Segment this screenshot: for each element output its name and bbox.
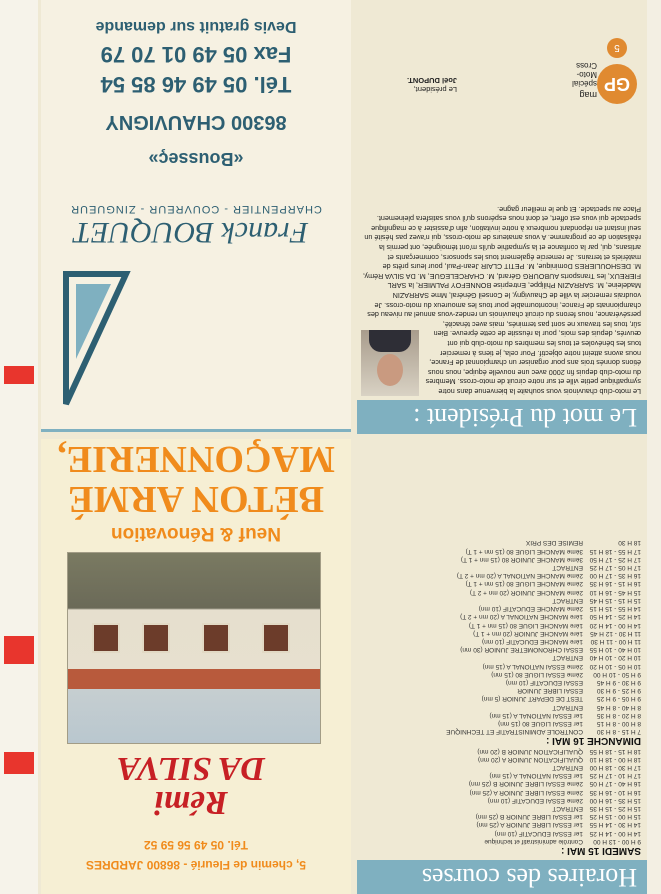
- schedule-time: 9 H 50 - 10 H 00: [593, 670, 641, 678]
- schedule-event: 2ème MANCHE NATIONAL A (20 mn + 2 T): [456, 572, 583, 580]
- schedule-row: [361, 653, 641, 661]
- schedule-row: [361, 837, 641, 845]
- schedule-event: ENTRACT: [552, 596, 583, 604]
- president-name: Joël DUPONT.: [406, 76, 457, 85]
- schedule-event: 2ème ESSAI LIBRE JUNIOR A (25 mn): [469, 788, 583, 796]
- gp-category: Moto-Cross: [576, 61, 597, 79]
- schedule-event: Contrôle administratif et technique: [484, 837, 583, 845]
- schedule-event: REMISE DES PRIX: [525, 539, 583, 547]
- schedule-time: 15 H 15 - 15 H 45: [589, 596, 641, 604]
- schedule-time: 9 H 05 - 9 H 25: [596, 695, 641, 703]
- schedule-time: 10 H 05 - 10 H 20: [589, 662, 641, 670]
- schedule-time: 8 H 00 - 8 H 15: [596, 719, 641, 727]
- schedule-time: 18 H 30: [618, 539, 641, 547]
- schedule-event: ESSAI EDUCATIF (10 mn): [505, 678, 583, 686]
- house-roof: [68, 669, 320, 689]
- schedule-event: 1er ESSAI LIBRE JUNIOR B (25 mn): [475, 813, 583, 821]
- schedule-event: 2ème MANCHE JUNIOR (20 mn + 2 T): [469, 588, 583, 596]
- schedule-event: ESSAI CHRONOMETRE JUNIOR (30 mn): [460, 646, 583, 654]
- schedule-time: 15 H 00 - 15 H 25: [589, 813, 641, 821]
- schedule-time: 17 H 30 - 18 H 00: [589, 763, 641, 771]
- schedule-time: 16 H 10 - 16 H 35: [589, 788, 641, 796]
- schedule-time: 14 H 00 - 14 H 25: [589, 829, 641, 837]
- schedule-row: [361, 546, 641, 554]
- schedule-and-president-column: [357, 0, 647, 894]
- schedule-row: [361, 727, 641, 735]
- bouquet-trade: CHARPENTIER - COUVREUR - ZINGUEUR: [70, 203, 322, 215]
- schedule-event: 1ère MANCHE JUNIOR (20 mn + 1 T): [473, 629, 583, 637]
- house-window: [142, 623, 170, 653]
- schedule-row: [361, 796, 641, 804]
- page-number: 5: [607, 38, 627, 58]
- gp-mag-badge: [557, 34, 637, 104]
- schedule-event: ENTRACT: [552, 564, 583, 572]
- schedule-row: [361, 694, 641, 702]
- schedule-event: 1ère MANCHE LIGUE 80 (15 mn + 1 T): [468, 621, 583, 629]
- schedule-event: 1er ESSAI LIGUE 80 (15 mn): [498, 719, 583, 727]
- schedule-event: 2ème MANCHE LIGUE 80 (15 mn + 1 T): [465, 580, 583, 588]
- adjacent-page-strip: [0, 0, 38, 894]
- schedule-time: 11 H 30 - 12 H 45: [590, 629, 641, 637]
- masonry-subtitle: Neuf & Rénovation: [111, 523, 281, 544]
- schedule-row: [361, 629, 641, 637]
- schedule-time: 14 H 30 - 14 H 55: [589, 821, 641, 829]
- bouquet-city: 86300 CHAUVIGNY: [105, 111, 287, 133]
- schedule-event: ENTRACT: [552, 763, 583, 771]
- schedule-time: 17 H 25 - 17 H 50: [589, 555, 641, 563]
- schedule-row: [361, 555, 641, 563]
- red-tag: [4, 752, 34, 774]
- house-window: [262, 623, 290, 653]
- schedule-row: [361, 571, 641, 579]
- schedule-row: [361, 538, 641, 546]
- president-text: Le moto-club chauvinois vous souhaite la bienvenue dans notre sympathique petite ville et sur notre circuit de moto-cross. Membres du moto-club depuis fin 2000 avec une nouvelle équipe, nous nous étions donnés trois ans pour organiser un championnat de France, nous avons atteint notre objectif. Pour cela, je tiens à remercier tous les bénévoles et tous les membres du moto-club qui ont œuvrés, depuis des mois, pour la réussite de cette épreuve. Bien sûr, tous les travaux ne sont pas terminés, mais avec ténacité, persévérance, nous ferons du circuit chauvinois un rendez-vous annuel au niveau des championnats de France, incontournable pour tous les amoureux du moto-cross. Je voudrais remercier la ville de Chauvigny, le Conseil Général, Mme SARRAZIN Madeleine, M. SARRAZIN Philippe, Entreprise BONNEFOY PALMIER, la SARL FIEREUX, les Transports AUBOURG Gérard, M. CHARCELEGUE, M. DA SILVA Rémy, M. DESHOULIERES Dominique, M. PETIT CLAIR Jean-Paul, pour leurs prêts de matériels et terrains. Je remercie également tous les sponsors, commerçants et artisans, qui, par la confiance et la sympathie qu'ils m'ont témoignée, ont permis la réalisation de ce programme. A vous amateurs de moto-cross, qui n'avez pas hésité un seul instant en répondant nombreux à notre invitation, afin d'assister à ce magnifique spectacle qui vous est offert, et dont nous espérons qu'il vous satisfera pleinement. Place au spectacle. Et que le meilleur gagne.: [363, 204, 641, 396]
- horaires-heading: Horaires des courses: [357, 860, 647, 894]
- schedule-row: [361, 563, 641, 571]
- schedule-row: [361, 755, 641, 763]
- schedule-time: 10 H 40 - 10 H 55: [589, 646, 641, 654]
- signature-block: [407, 76, 457, 94]
- schedule-time: 9 H 00 - 13 H 00: [593, 837, 641, 845]
- schedule-event: 2ème ESSAI LIGUE 80 (15 mn): [491, 670, 583, 678]
- schedule-time: 14 H 25 - 14 H 50: [589, 613, 641, 621]
- schedule-time: 18 H 00 - 18 H 10: [589, 755, 641, 763]
- schedule-time: 9 H 30 - 9 H 45: [596, 678, 641, 686]
- schedule-event: 1ère MANCHE EDUCATIF (10 mn): [481, 637, 583, 645]
- schedule-time: 17 H 10 - 17 H 25: [589, 772, 641, 780]
- schedule-time: 11 H 00 - 11 H 30: [590, 637, 641, 645]
- schedule-row: [361, 637, 641, 645]
- schedule-time: 9 H 25 - 9 H 30: [596, 687, 641, 695]
- masonry-title-line1: MAÇONNERIE,: [57, 438, 335, 480]
- schedule-row: [361, 746, 641, 754]
- schedule-time: 16 H 15 - 16 H 35: [589, 580, 641, 588]
- schedule-time: 8 H 20 - 8 H 35: [596, 711, 641, 719]
- schedule-event: 2ème ESSAI EDUCATIF (10 mn): [487, 796, 583, 804]
- schedule-row: [361, 661, 641, 669]
- masonry-address: 5, chemin de Fleurié - 86800 JARDRES: [85, 858, 307, 872]
- schedule-event: 1er ESSAI LIBRE JUNIOR A (25 mn): [476, 821, 583, 829]
- schedule-row: [361, 686, 641, 694]
- schedule-row: [361, 620, 641, 628]
- schedule-row: [361, 596, 641, 604]
- ad-masonry: [41, 439, 351, 894]
- bouquet-fax: Fax 05 49 01 70 79: [100, 42, 292, 67]
- bouquet-devis: Devis gratuit sur demande: [95, 18, 297, 35]
- samedi-list: [361, 746, 641, 844]
- schedule-event: CONTROLE ADMINISTRATIF ET TECHNIQUE: [446, 728, 583, 736]
- schedule-row: [361, 771, 641, 779]
- schedule-row: [361, 804, 641, 812]
- president-heading: Le mot du Président :: [357, 400, 647, 434]
- schedule-row: [361, 711, 641, 719]
- schedule-row: [361, 588, 641, 596]
- schedule-time: 18 H 15 - 18 H 55: [589, 747, 641, 755]
- schedule-row: [361, 820, 641, 828]
- masonry-title-line2: BÉTON ARMÉ: [68, 478, 324, 520]
- left-edge-strip: [647, 0, 661, 894]
- gp-special-label: [557, 61, 597, 88]
- schedule-event: 1er ESSAI NATIONAL A (15 mn): [489, 711, 583, 719]
- red-tag: [4, 366, 34, 384]
- masonry-owner-first: Rémi: [154, 784, 228, 821]
- race-schedule: [361, 538, 641, 856]
- schedule-event: ENTRACT: [552, 804, 583, 812]
- schedule-row: [361, 579, 641, 587]
- schedule-time: 16 H 35 - 17 H 00: [589, 572, 641, 580]
- schedule-event: 1ère MANCHE NATIONAL A (20 mn + 2 T): [460, 613, 583, 621]
- house-window: [202, 623, 230, 653]
- schedule-time: 16 H 40 - 17 H 05: [589, 780, 641, 788]
- schedule-time: 14 H 00 - 14 H 20: [589, 621, 641, 629]
- roof-triangle-logo-icon: [61, 269, 131, 409]
- schedule-event: QUALIFICATION JUNIOR A (20 mn): [478, 755, 583, 763]
- schedule-time: 8 H 40 - 8 H 45: [596, 703, 641, 711]
- ad-bouquet: [41, 0, 351, 432]
- schedule-time: 15 H 45 - 16 H 10: [589, 588, 641, 596]
- president-photo: [361, 330, 419, 396]
- schedule-event: 1er ESSAI NATIONAL A (15 mn): [489, 772, 583, 780]
- dimanche-list: [361, 538, 641, 735]
- bouquet-place: «Bousseç»: [148, 149, 244, 169]
- schedule-row: [361, 678, 641, 686]
- schedule-time: 15 H 25 - 15 H 35: [589, 804, 641, 812]
- schedule-time: 10 H 20 - 10 H 40: [589, 654, 641, 662]
- schedule-row: [361, 612, 641, 620]
- samedi-title: SAMEDI 15 MAI :: [560, 845, 641, 856]
- schedule-time: 17 H 05 - 17 H 25: [589, 564, 641, 572]
- bouquet-phone: Tél. 05 49 46 85 54: [100, 72, 292, 97]
- schedule-row: [361, 779, 641, 787]
- masonry-owner-logo: [71, 751, 311, 819]
- president-text-block: [361, 96, 641, 396]
- schedule-time: 14 H 55 - 15 H 15: [589, 605, 641, 613]
- schedule-event: 2ème ESSAI NATIONAL A (15 mn): [482, 662, 583, 670]
- masonry-owner-last: DA SILVA: [116, 750, 266, 787]
- schedule-time: 17 H 55 - 18 H 15: [589, 547, 641, 555]
- schedule-time: 7 H 15 - 8 H 30: [596, 728, 641, 736]
- dimanche-title: DIMANCHE 16 MAI :: [545, 735, 641, 747]
- schedule-event: 3ème MANCHE LIGUE 80 (15 mn + 1 T): [465, 547, 583, 555]
- schedule-event: TEST DE DEPART JUNIOR (5 mn): [481, 695, 583, 703]
- schedule-event: QUALIFICATION JUNIOR B (20 mn): [477, 747, 583, 755]
- schedule-row: [361, 719, 641, 727]
- schedule-event: ESSAI LIBRE JUNIOR: [517, 687, 583, 695]
- schedule-time: 15 H 35 - 16 H 00: [589, 796, 641, 804]
- house-photo: [67, 552, 321, 744]
- schedule-row: [361, 787, 641, 795]
- signoff-text: Le président,: [413, 85, 457, 94]
- schedule-row: [361, 828, 641, 836]
- masonry-phone: Tél. 05 49 56 59 52: [143, 838, 249, 852]
- gp-special: spécial: [572, 79, 597, 88]
- schedule-row: [361, 702, 641, 710]
- gp-logo: GP: [597, 64, 637, 104]
- gp-mag-label: mag: [579, 90, 597, 100]
- schedule-event: 2ème MANCHE EDUCATIF (10 mn): [478, 605, 583, 613]
- schedule-event: 1er ESSAI EDUCATIF (10 mn): [494, 829, 583, 837]
- schedule-event: 2ème ESSAI LIBRE JUNIOR B (25 mn): [468, 780, 583, 788]
- house-window: [92, 623, 120, 653]
- schedule-row: [361, 645, 641, 653]
- schedule-row: [361, 604, 641, 612]
- schedule-row: [361, 812, 641, 820]
- schedule-event: 3ème MANCHE JUNIOR 80 (15 mn + 1 T): [460, 555, 583, 563]
- schedule-event: ENTRACT: [552, 654, 583, 662]
- schedule-row: [361, 670, 641, 678]
- schedule-event: ENTRACT: [552, 703, 583, 711]
- bouquet-name: Franck BOUQUET: [73, 216, 309, 249]
- schedule-row: [361, 763, 641, 771]
- red-tag: [4, 636, 34, 664]
